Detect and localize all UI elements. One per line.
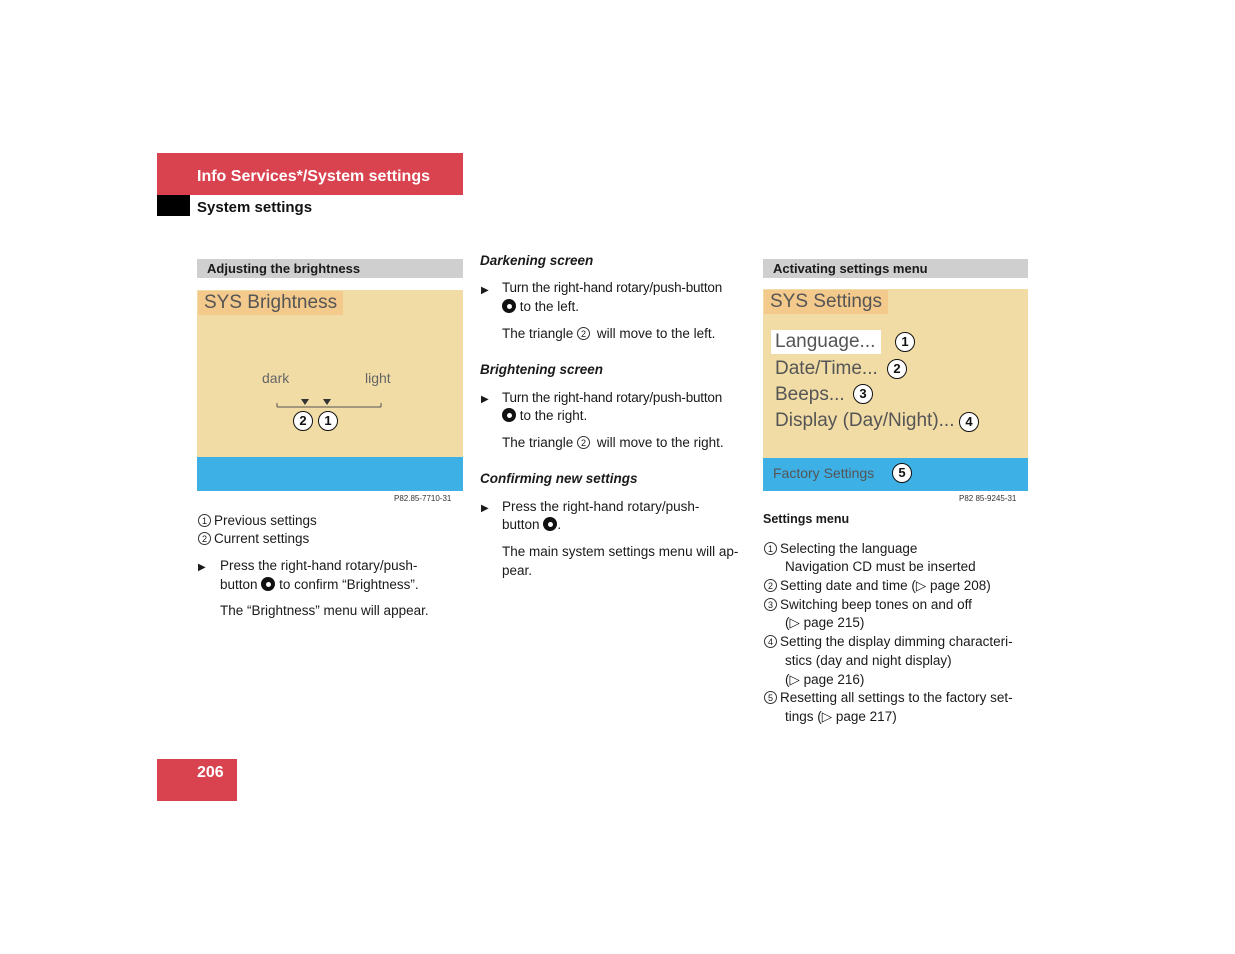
dark-label: dark (262, 370, 290, 386)
ref-number: 2 (577, 436, 590, 449)
step-text: Turn the right-hand rotary/push-button (502, 280, 723, 295)
marker-4: 4 (959, 412, 979, 432)
screen-title: SYS Settings (764, 290, 888, 314)
rotary-knob-icon (261, 577, 275, 591)
section-subtitle: System settings (197, 199, 313, 216)
step-text: Press the right-hand rotary/push- (220, 558, 418, 573)
legend-text: stics (day and night display) (785, 653, 952, 668)
heading-confirming: Confirming new settings (480, 471, 638, 486)
figure-caption: Settings menu (763, 512, 850, 526)
rotary-knob-icon (502, 299, 516, 313)
legend-item (198, 529, 309, 548)
marker-5: 5 (892, 463, 912, 483)
previous-triangle-icon (323, 399, 331, 405)
current-triangle-icon (301, 399, 309, 405)
screen-blue-bar (197, 457, 463, 491)
brightness-scale (275, 396, 385, 412)
legend-number: 1 (764, 542, 777, 555)
result-text: The main system settings menu will ap- (502, 544, 739, 559)
menu-item-date-time: Date/Time... (775, 358, 878, 379)
chapter-title: Info Services*/System settings (197, 168, 430, 185)
triangle-right-icon: ▶ (481, 503, 489, 514)
page-number: 206 (197, 764, 224, 781)
legend-item: 4 Setting the display dimming characteri- (764, 632, 1013, 651)
marker-3: 3 (853, 384, 873, 404)
figure-code: P82.85-7710-31 (394, 494, 452, 503)
screen-title: SYS Brightness (198, 291, 343, 315)
legend-text: tings (▷ page 217) (785, 709, 897, 724)
step-text: Press the right-hand rotary/push- (502, 499, 700, 514)
figure-code: P82 85-9245-31 (959, 494, 1017, 503)
rotary-knob-icon (543, 517, 557, 531)
header-marker (157, 195, 190, 216)
legend-item: 5 Resetting all settings to the factory set- (764, 688, 1013, 707)
legend-number: 4 (764, 635, 777, 648)
legend-number: 5 (764, 691, 777, 704)
legend-text: Previous settings (214, 513, 317, 528)
section-header-settings-menu: Activating settings menu (763, 259, 1028, 278)
section-header-brightness: Adjusting the brightness (197, 259, 463, 278)
legend-item: 1 Selecting the language (764, 539, 917, 558)
menu-item-display: Display (Day/Night)... (775, 410, 955, 431)
marker-1: 1 (318, 411, 338, 431)
legend-number: 1 (198, 514, 211, 527)
legend-text: (▷ page 216) (785, 672, 865, 687)
result-text: The “Brightness” menu will appear. (220, 603, 429, 618)
menu-item-factory: Factory Settings (773, 465, 875, 481)
step-text: button to confirm “Brightness”. (220, 577, 419, 592)
triangle-right-icon: ▶ (481, 394, 489, 405)
light-label: light (365, 370, 391, 386)
legend-number: 3 (764, 598, 777, 611)
marker-2: 2 (887, 359, 907, 379)
heading-brightening: Brightening screen (480, 362, 604, 377)
marker-2: 2 (293, 411, 313, 431)
menu-item-beeps: Beeps... (775, 384, 845, 405)
brightness-screen (197, 290, 463, 491)
step-text: to the right. (502, 406, 587, 425)
step-text: button . (502, 517, 562, 532)
settings-screen (763, 289, 1028, 491)
step-text: Turn the right-hand rotary/push-button (502, 390, 723, 405)
step-text: to the left. (502, 297, 579, 316)
legend-text: (▷ page 215) (785, 615, 865, 630)
ref-number: 2 (577, 327, 590, 340)
legend-text: Navigation CD must be inserted (785, 559, 976, 574)
marker-1: 1 (895, 332, 915, 352)
result-text: The triangle 2 will move to the right. (502, 435, 724, 450)
legend-item (198, 511, 317, 530)
triangle-right-icon: ▶ (481, 285, 489, 296)
menu-item-language: Language... (771, 330, 881, 354)
legend-number: 2 (198, 532, 211, 545)
heading-darkening: Darkening screen (480, 253, 594, 268)
legend-item: 3 Switching beep tones on and off (764, 595, 972, 614)
result-text: pear. (502, 563, 533, 578)
rotary-knob-icon (502, 408, 516, 422)
legend-number: 2 (764, 579, 777, 592)
result-text: The triangle 2 will move to the left. (502, 326, 716, 341)
triangle-right-icon: ▶ (198, 562, 206, 573)
legend-text: Current settings (214, 531, 310, 546)
legend-item: 2 Setting date and time (▷ page 208) (764, 576, 991, 595)
